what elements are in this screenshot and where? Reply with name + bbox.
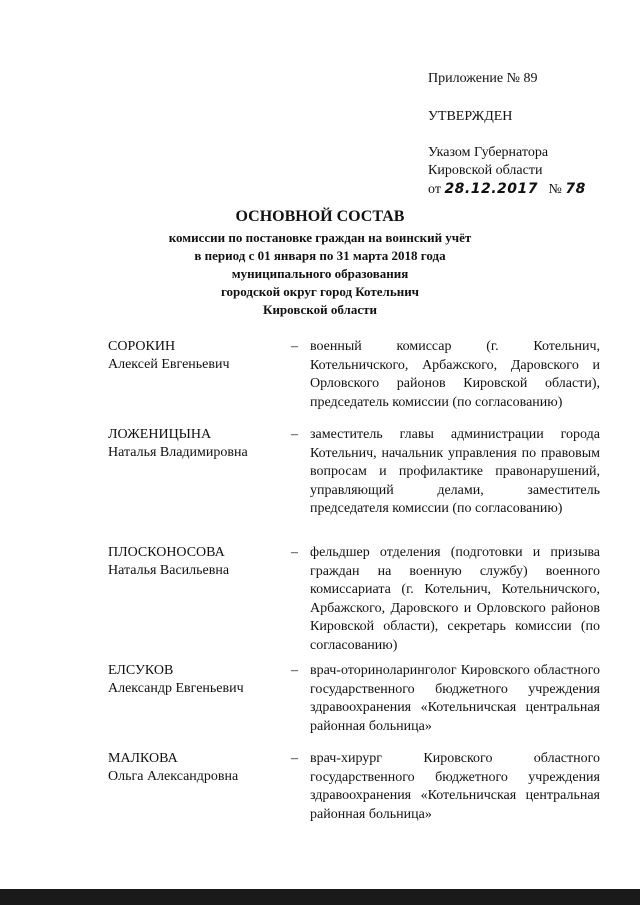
approved-label: УТВЕРЖДЕН bbox=[428, 109, 513, 124]
member-role: врач-оториноларинголог Кировского областного государственного бюджетного учреждения здравоохранения «Котельничская центральная районная больница» bbox=[310, 663, 600, 734]
member-dash: – bbox=[291, 545, 298, 560]
member-dash: – bbox=[291, 339, 298, 354]
decree-line-2: Кировской области bbox=[428, 163, 543, 178]
member-name bbox=[108, 426, 278, 462]
member-role: заместитель главы администрации города Котельнич, начальник управления по правовым вопросам и профилактике правонарушений, управляющий делами, заместитель председателя комиссии (по согласованию) bbox=[310, 427, 600, 516]
title-line-5: Кировской области bbox=[263, 302, 377, 317]
title-line-4: городской округ город Котельнич bbox=[220, 284, 420, 299]
decree-line-1: Указом Губернатора bbox=[428, 145, 549, 160]
member-role: врач-хирург Кировского областного государственного бюджетного учреждения здравоохранения «Котельничская центральная районная больница» bbox=[310, 751, 600, 822]
member-role: военный комиссар (г. Котельнич, Котельничского, Арбажского, Даровского и Орловского районов Кировской области), председатель комиссии (по согласованию) bbox=[310, 339, 600, 410]
handwritten-number: 78 bbox=[565, 181, 586, 197]
approval-header bbox=[428, 70, 628, 199]
scan-edge-bar bbox=[0, 889, 640, 905]
member-name bbox=[108, 544, 278, 580]
handwritten-date: 28.12.2017 bbox=[444, 181, 539, 197]
document-title bbox=[0, 207, 640, 319]
appendix-number: Приложение № 89 bbox=[428, 71, 538, 86]
member-given-names: Наталья Владимировна bbox=[108, 445, 248, 460]
member-surname: ЕЛСУКОВ bbox=[108, 663, 174, 678]
decree-date-line bbox=[428, 180, 628, 199]
member-name bbox=[108, 338, 278, 374]
member-surname: МАЛКОВА bbox=[108, 751, 178, 766]
member-dash: – bbox=[291, 663, 298, 678]
member-given-names: Наталья Васильевна bbox=[108, 563, 230, 578]
member-given-names: Ольга Александровна bbox=[108, 769, 239, 784]
member-name bbox=[108, 750, 278, 786]
title-main: ОСНОВНОЙ СОСТАВ bbox=[235, 208, 405, 225]
member-dash: – bbox=[291, 751, 298, 766]
member-dash: – bbox=[291, 427, 298, 442]
date-prefix: от bbox=[428, 182, 441, 197]
member-given-names: Алексей Евгеньевич bbox=[108, 357, 230, 372]
title-line-3: муниципального образования bbox=[231, 266, 409, 281]
member-name bbox=[108, 662, 278, 698]
member-surname: ПЛОСКОНОСОВА bbox=[108, 545, 225, 560]
title-line-1: комиссии по постановке граждан на воинский учёт bbox=[168, 230, 472, 245]
member-given-names: Александр Евгеньевич bbox=[108, 681, 244, 696]
number-prefix: № bbox=[548, 182, 562, 197]
member-surname: СОРОКИН bbox=[108, 339, 176, 354]
member-surname: ЛОЖЕНИЦЫНА bbox=[108, 427, 212, 442]
member-role: фельдшер отделения (подготовки и призыва граждан на военную службу) военного комиссариата (г. Котельнич, Котельничского, Арбажского, Даровского и Орловского районов Кировской области), секретарь комиссии (по согласованию) bbox=[310, 545, 600, 653]
title-line-2: в период с 01 января по 31 марта 2018 года bbox=[194, 248, 446, 263]
